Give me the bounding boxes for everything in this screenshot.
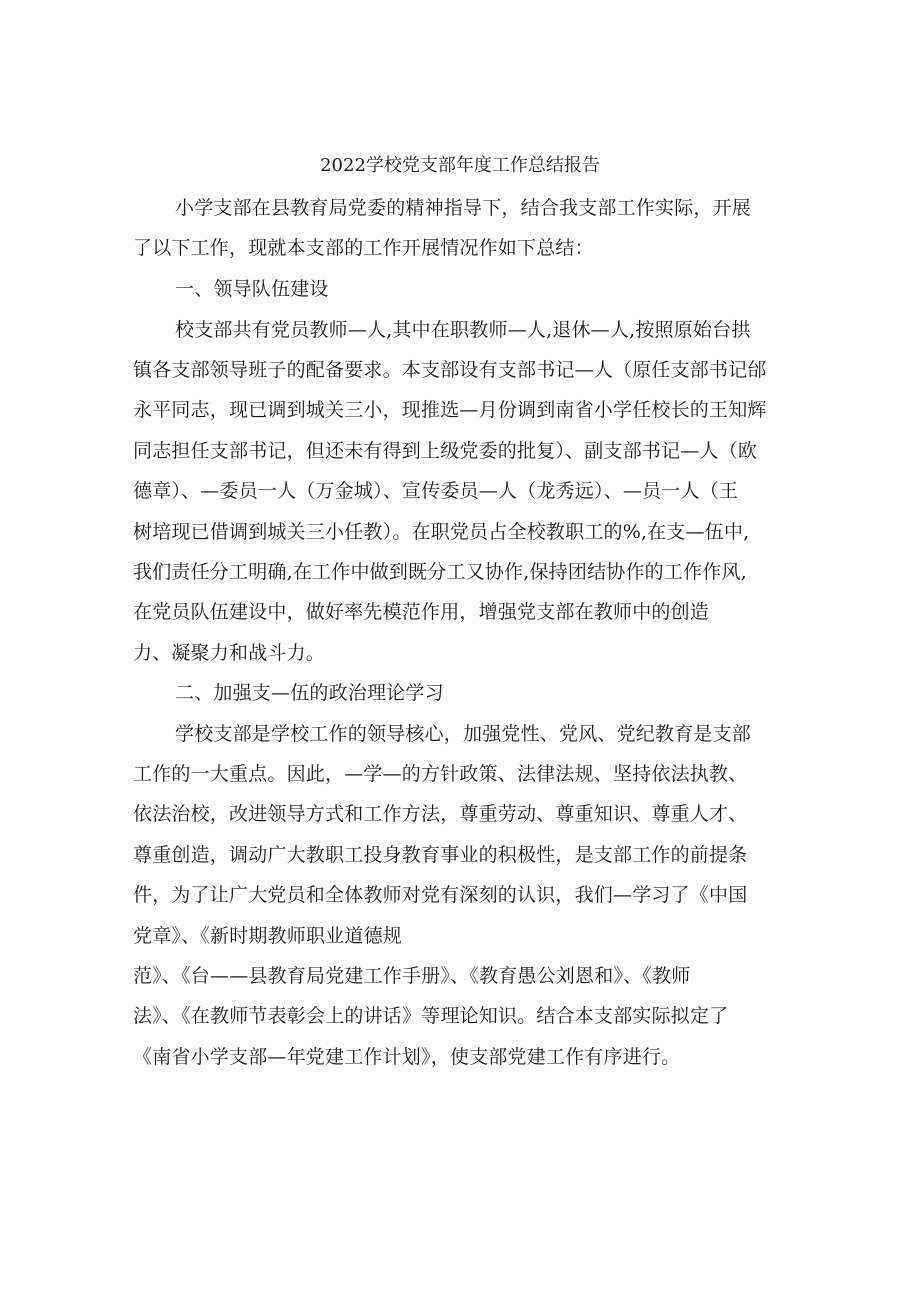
paragraph-line: 校支部共有党员教师—人,其中在职教师—人,退休—人,按照原始台拱 bbox=[175, 319, 751, 341]
paragraph-line: 了以下工作，现就本支部的工作开展情况作如下总结： bbox=[133, 237, 594, 259]
paragraph-line: 党章》、《新时期教师职业道德规 bbox=[133, 925, 403, 947]
paragraph-line: 学校支部是学校工作的领导核心，加强党性、党风、党纪教育是支部 bbox=[175, 723, 752, 745]
paragraph-line: 法》、《在教师节表彰会上的讲话》等理论知识。结合本支部实际拟定了 bbox=[133, 1005, 729, 1027]
paragraph-line: 力、凝聚力和战斗力。 bbox=[133, 642, 326, 664]
paragraph-line: 永平同志，现已调到城关三小，现推选—月份调到南省小学任校长的王知辉 bbox=[133, 399, 767, 421]
paragraph-line: 镇各支部领导班子的配备要求。本支部设有支部书记—人（原任支部书记邰 bbox=[133, 359, 767, 381]
paragraph-line: 依法治校，改进领导方式和工作方法，尊重劳动、尊重知识、尊重人才、 bbox=[133, 803, 748, 825]
paragraph-line: 工作的一大重点。因此，—学—的方针政策、法律法规、坚持依法执教、 bbox=[133, 763, 748, 785]
paragraph-line: 德章）、—委员一人（万金城）、宣传委员—人（龙秀远）、—员一人（王 bbox=[133, 480, 739, 502]
paragraph-line: 在党员队伍建设中，做好率先模范作用，增强党支部在教师中的创造 bbox=[133, 601, 710, 623]
paragraph-line: 尊重创造，调动广大教职工投身教育事业的积极性，是支部工作的前提条 bbox=[133, 844, 748, 866]
paragraph-line: 件，为了让广大党员和全体教师对党有深刻的认识，我们—学习了《中国 bbox=[133, 884, 748, 906]
paragraph-line: 同志担任支部书记，但还未有得到上级党委的批复）、副支部书记—人（欧 bbox=[133, 440, 758, 462]
paragraph-line: 小学支部在县教育局党委的精神指导下，结合我支部工作实际，开展 bbox=[175, 197, 752, 219]
paragraph-line: 我们责任分工明确,在工作中做到既分工又协作,保持团结协作的工作作风, bbox=[133, 561, 747, 583]
paragraph-line: 范》、《台——县教育局党建工作手册》、《教育愚公刘恩和》、《教师 bbox=[133, 965, 691, 987]
paragraph-line: 树培现已借调到城关三小任教）。在职党员占全校教职工的%,在支—伍中, bbox=[133, 521, 750, 543]
section-heading-2: 二、加强支—伍的政治理论学习 bbox=[175, 682, 444, 704]
document-title: 2022学校党支部年度工作总结报告 bbox=[320, 155, 600, 176]
section-heading-1: 一、领导队伍建设 bbox=[175, 278, 329, 300]
paragraph-line: 《南省小学支部—年党建工作计划》，使支部党建工作有序进行。 bbox=[133, 1046, 681, 1068]
